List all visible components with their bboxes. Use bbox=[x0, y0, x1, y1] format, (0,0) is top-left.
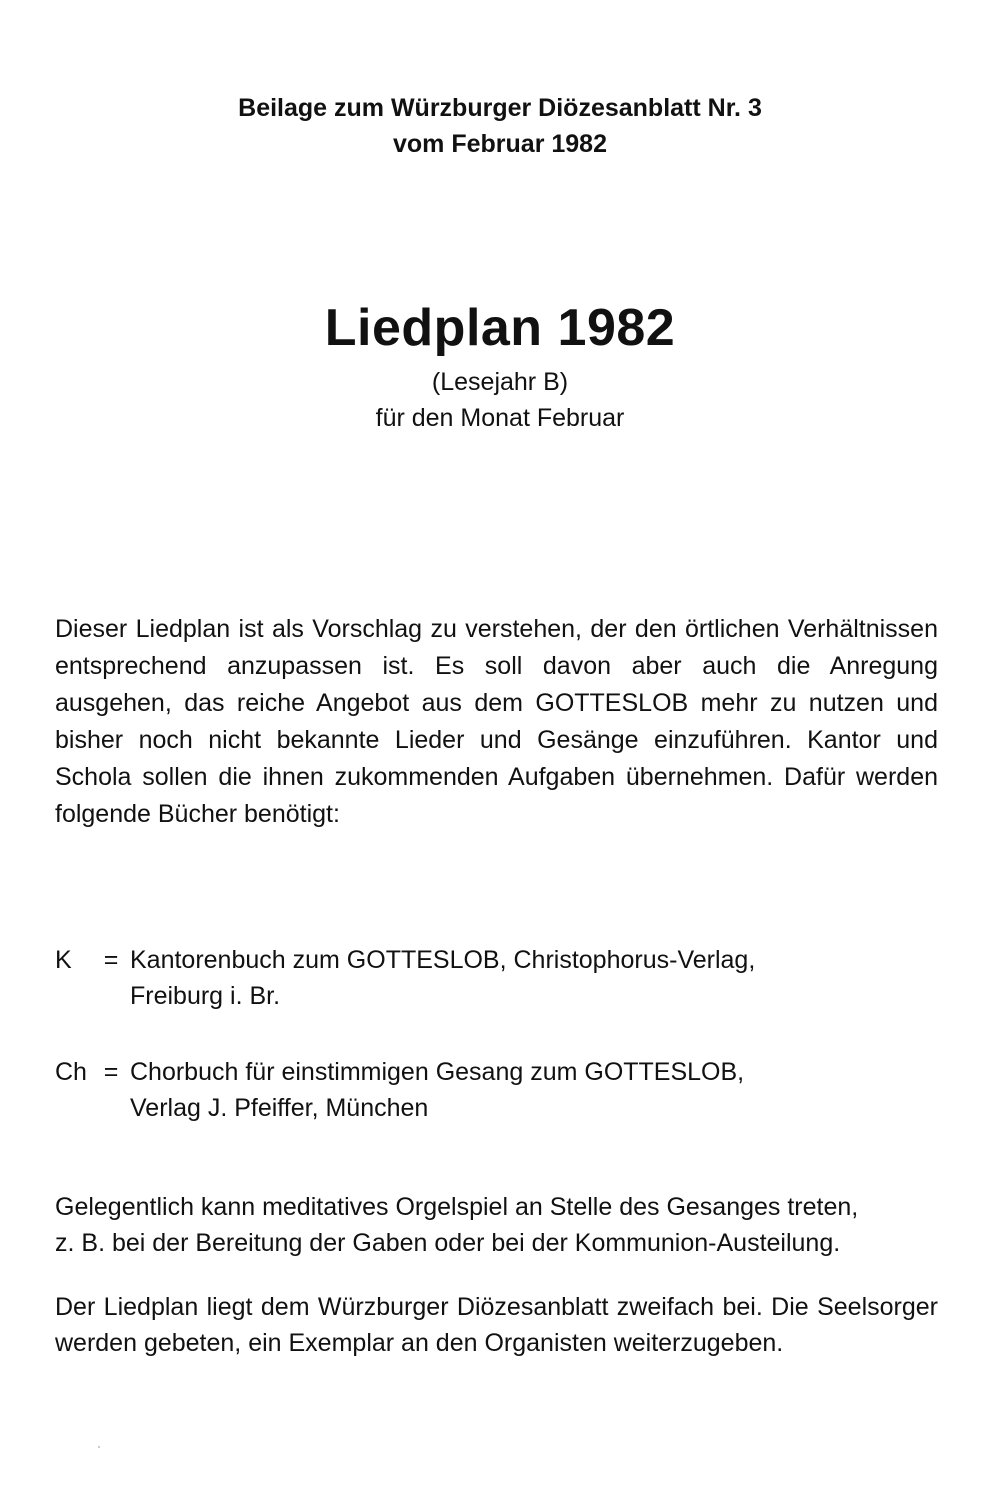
definition-kantorenbuch bbox=[55, 942, 938, 1014]
definition-line-2: Freiburg i. Br. bbox=[130, 982, 281, 1010]
note-distribution-paragraph: Der Liedplan liegt dem Würzburger Diözesanblatt zweifach bei. Die Seelsorger werden gebeten, ein Exemplar an den Organisten weiterzugeben. bbox=[55, 1293, 938, 1357]
subtitle-line-1: (Lesejahr B) bbox=[431, 368, 569, 396]
document-header bbox=[0, 90, 1000, 162]
definition-equals-sign: = bbox=[103, 1058, 119, 1086]
header-line-2: vom Februar 1982 bbox=[393, 130, 607, 158]
definition-abbreviation: Ch bbox=[55, 1058, 87, 1086]
definition-chorbuch bbox=[55, 1054, 938, 1126]
definition-line-1: Chorbuch für einstimmigen Gesang zum GOTTESLOB, bbox=[130, 1058, 745, 1086]
header-line-1: Beilage zum Würzburger Diözesanblatt Nr. 3 bbox=[238, 94, 762, 122]
subtitle-line-2: für den Monat Februar bbox=[375, 404, 625, 432]
definition-equals-sign: = bbox=[103, 946, 119, 974]
definition-line-1: Kantorenbuch zum GOTTESLOB, Christophorus-Verlag, bbox=[130, 946, 756, 974]
intro-paragraph: Dieser Liedplan ist als Vorschlag zu verstehen, der den örtlichen Verhältnissen entsprechend anzupassen ist. Es soll davon aber auch die Anregung ausgehen, das reiche Angebot aus dem GOTTESLOB mehr zu nutzen und bisher noch nicht bekannte Lieder und Gesänge einzuführen. Kantor und Schola sollen die ihnen zukommenden Aufgaben übernehmen. Dafür werden folgende Bücher benötigt: bbox=[55, 615, 938, 828]
definition-description bbox=[130, 942, 938, 1014]
note-organ-line-2: z. B. bei der Bereitung der Gaben oder bei der Kommunion-Austeilung. bbox=[55, 1229, 841, 1257]
note-organ-line-1: Gelegentlich kann meditatives Orgelspiel an Stelle des Gesanges treten, bbox=[55, 1193, 859, 1221]
definition-line-2: Verlag J. Pfeiffer, München bbox=[130, 1094, 429, 1122]
subtitle bbox=[0, 364, 1000, 436]
scan-speck bbox=[98, 1446, 100, 1448]
book-definition-list bbox=[55, 942, 938, 1166]
page-title: Liedplan 1982 bbox=[324, 299, 676, 357]
definition-abbreviation: K bbox=[55, 946, 72, 974]
definition-description bbox=[130, 1054, 938, 1126]
note-organ-paragraph bbox=[55, 1189, 938, 1261]
